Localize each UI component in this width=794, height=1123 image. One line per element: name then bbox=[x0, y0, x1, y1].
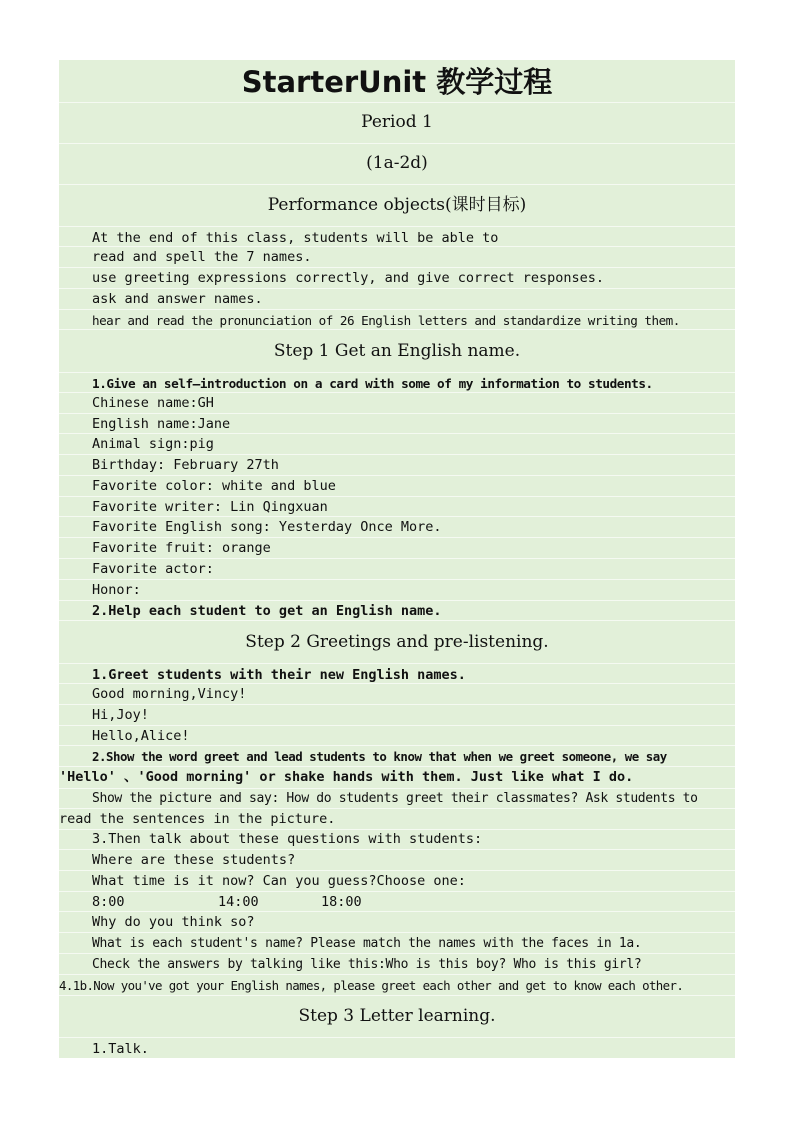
step2-picture-line2: read the sentences in the picture. bbox=[59, 809, 735, 830]
card-line: Honor: bbox=[59, 580, 735, 601]
question-line: Why do you think so? bbox=[59, 912, 735, 933]
lesson-plan-sheet bbox=[59, 60, 735, 1058]
card-line: Birthday: February 27th bbox=[59, 455, 735, 476]
step2-heading: Step 2 Greetings and pre-listening. bbox=[59, 621, 735, 664]
objective-line: use greeting expressions correctly, and give correct responses. bbox=[59, 268, 735, 289]
question-line: Check the answers by talking like this:Who is this boy? Who is this girl? bbox=[59, 954, 735, 975]
step3-heading: Step 3 Letter learning. bbox=[59, 995, 735, 1038]
step1-task2: 2.Help each student to get an English name. bbox=[59, 601, 735, 621]
step2-task4: 4.1b.Now you've got your English names, please greet each other and get to know each other. bbox=[59, 975, 735, 996]
step2-picture-line1: Show the picture and say: How do students greet their classmates? Ask students to bbox=[59, 788, 735, 809]
question-line: Where are these students? bbox=[59, 850, 735, 871]
time-options-row bbox=[59, 892, 735, 912]
time-option: 8:00 bbox=[92, 894, 125, 910]
step2-task2-line1: 2.Show the word greet and lead students to know that when we greet someone, we say bbox=[59, 746, 735, 767]
time-option: 14:00 bbox=[218, 894, 259, 910]
card-line: Favorite English song: Yesterday Once More. bbox=[59, 517, 735, 538]
question-line: What is each student's name? Please match the names with the faces in 1a. bbox=[59, 933, 735, 954]
objective-line: hear and read the pronunciation of 26 English letters and standardize writing them. bbox=[59, 310, 735, 330]
card-line: English name:Jane bbox=[59, 414, 735, 434]
objective-line: read and spell the 7 names. bbox=[59, 247, 735, 268]
step1-heading: Step 1 Get an English name. bbox=[59, 330, 735, 373]
card-line: Favorite fruit: orange bbox=[59, 538, 735, 559]
greeting-line: Hello,Alice! bbox=[59, 726, 735, 746]
card-line: Favorite writer: Lin Qingxuan bbox=[59, 497, 735, 517]
step2-task3: 3.Then talk about these questions with students: bbox=[59, 829, 735, 850]
step1-task1: 1.Give an self–introduction on a card with some of my information to students. bbox=[59, 372, 735, 393]
step2-task1: 1.Greet students with their new English names. bbox=[59, 663, 735, 684]
time-option: 18:00 bbox=[321, 894, 362, 910]
objective-line: At the end of this class, students will be able to bbox=[59, 226, 735, 247]
objectives-heading: Performance objects(课时目标) bbox=[59, 184, 735, 227]
card-line: Animal sign:pig bbox=[59, 434, 735, 455]
card-line: Chinese name:GH bbox=[59, 393, 735, 414]
greeting-line: Good morning,Vincy! bbox=[59, 684, 735, 705]
lesson-range: (1a-2d) bbox=[59, 143, 735, 185]
step3-task1: 1.Talk. bbox=[92, 1041, 149, 1057]
document-title: StarterUnit 教学过程 bbox=[59, 60, 735, 103]
question-line: What time is it now? Can you guess?Choose one: bbox=[59, 871, 735, 892]
step2-task2-line2: 'Hello' 、'Good morning' or shake hands with them. Just like what I do. bbox=[59, 767, 735, 789]
objective-line: ask and answer names. bbox=[59, 289, 735, 310]
card-line: Favorite actor: bbox=[59, 559, 735, 580]
card-line: Favorite color: white and blue bbox=[59, 476, 735, 497]
greeting-line: Hi,Joy! bbox=[59, 705, 735, 726]
period-label: Period 1 bbox=[59, 102, 735, 144]
